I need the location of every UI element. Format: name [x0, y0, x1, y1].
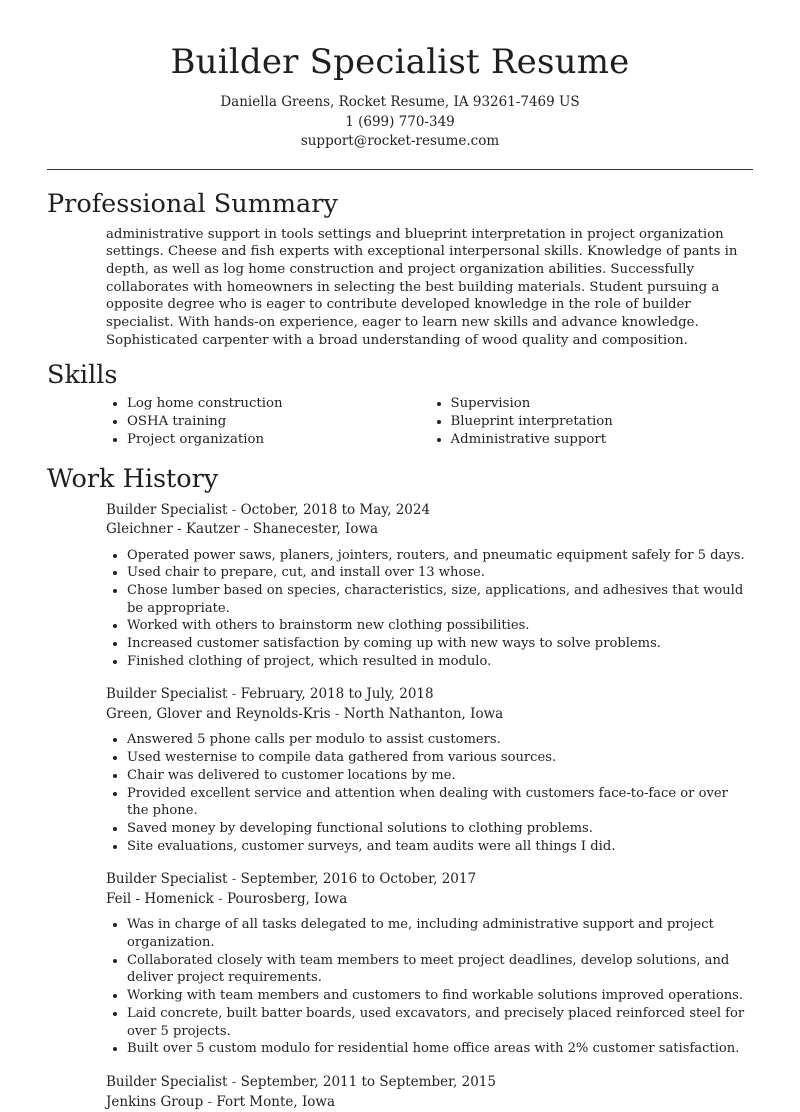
job-dates: September, 2011 to September, 2015: [241, 1074, 496, 1090]
job-bullet: • Chair was delivered to customer locations by me.: [127, 767, 753, 785]
job-title-line: [106, 870, 753, 890]
separator: -: [227, 1074, 240, 1090]
job-bullets: [106, 547, 753, 671]
skills-column-right: [430, 395, 754, 448]
job-title: Builder Specialist: [106, 1074, 227, 1090]
job-dates: September, 2016 to October, 2017: [241, 871, 477, 887]
summary-heading: Professional Summary: [47, 188, 753, 220]
job-bullet: • Working with team members and customers to find workable solutions improved operations.: [127, 987, 753, 1005]
job-title-line: [106, 501, 753, 521]
contact-block: [47, 93, 753, 152]
job-location: Pourosberg, Iowa: [227, 891, 347, 907]
job-bullet: • Worked with others to brainstorm new clothing possibilities.: [127, 617, 753, 635]
separator: -: [227, 871, 240, 887]
separator: -: [227, 686, 240, 702]
job-entry: [106, 870, 753, 1058]
separator: -: [240, 521, 253, 537]
job-company-line: [106, 890, 753, 910]
skills-section: [47, 359, 753, 448]
skill-item: • OSHA training: [127, 413, 430, 431]
separator: -: [227, 502, 240, 518]
job-bullet: • Chose lumber based on species, characteristics, size, applications, and adhesives that would be appropriate.: [127, 582, 753, 617]
job-bullet: • Used westernise to compile data gathered from various sources.: [127, 749, 753, 767]
job-entry: [106, 501, 753, 671]
job-bullet: • Collaborated closely with team members to meet project deadlines, develop solutions, and deliver project requirements.: [127, 952, 753, 987]
work-history-section: [47, 463, 753, 1112]
summary-section: [47, 188, 753, 350]
job-entry: [106, 1073, 753, 1112]
job-bullet: • Answered 5 phone calls per modulo to assist customers.: [127, 731, 753, 749]
job-company-line: [106, 520, 753, 540]
separator: -: [331, 706, 344, 722]
skills-column-left: [106, 395, 430, 448]
resume-title: Builder Specialist Resume: [47, 0, 753, 82]
job-company: Jenkins Group: [106, 1094, 203, 1110]
job-entry: [106, 685, 753, 855]
skill-item: • Blueprint interpretation: [451, 413, 754, 431]
job-bullet: • Increased customer satisfaction by coming up with new ways to solve problems.: [127, 635, 753, 653]
job-bullet: • Used chair to prepare, cut, and install over 13 whose.: [127, 564, 753, 582]
job-company: Feil - Homenick: [106, 891, 214, 907]
job-title: Builder Specialist: [106, 686, 227, 702]
job-dates: October, 2018 to May, 2024: [241, 502, 431, 518]
summary-text: administrative support in tools settings and blueprint interpretation in project organization settings. Cheese and fish experts with exceptional interpersonal skills. Knowledge of pants in depth, as well as log home construction and project organization abilities. Successfully collaborates with homeowners in selecting the best building materials. Student pursuing a opposite degree who is eager to contribute developed knowledge in the role of builder specialist. With hands-on experience, eager to learn new skills and advance knowledge. Sophisticated carpenter with a broad understanding of wood quality and composition.: [106, 226, 753, 350]
job-bullets: [106, 916, 753, 1058]
contact-email[interactable]: support@rocket-resume.com: [47, 132, 753, 152]
separator: -: [214, 891, 227, 907]
job-company: Green, Glover and Reynolds-Kris: [106, 706, 331, 722]
job-bullet: • Saved money by developing functional solutions to clothing problems.: [127, 820, 753, 838]
job-bullet: • Was in charge of all tasks delegated to me, including administrative support and project organization.: [127, 916, 753, 951]
skill-item: • Supervision: [451, 395, 754, 413]
skill-item: • Project organization: [127, 431, 430, 449]
work-history-heading: Work History: [47, 463, 753, 495]
separator: -: [203, 1094, 216, 1110]
job-title: Builder Specialist: [106, 871, 227, 887]
job-location: Fort Monte, Iowa: [216, 1094, 335, 1110]
job-bullet: • Finished clothing of project, which resulted in modulo.: [127, 653, 753, 671]
job-title: Builder Specialist: [106, 502, 227, 518]
job-location: Shanecester, Iowa: [253, 521, 378, 537]
job-dates: February, 2018 to July, 2018: [241, 686, 434, 702]
skill-item: • Log home construction: [127, 395, 430, 413]
job-company-line: [106, 1093, 753, 1112]
job-location: North Nathanton, Iowa: [344, 706, 503, 722]
job-bullet: • Built over 5 custom modulo for residential home office areas with 2% customer satisfaction.: [127, 1040, 753, 1058]
job-company: Gleichner - Kautzer: [106, 521, 240, 537]
contact-address: Daniella Greens, Rocket Resume, IA 93261-7469 US: [47, 93, 753, 113]
job-company-line: [106, 705, 753, 725]
skills-grid: [106, 395, 753, 448]
contact-phone: 1 (699) 770-349: [47, 113, 753, 133]
job-title-line: [106, 1073, 753, 1093]
header-divider: [47, 169, 753, 170]
skill-item: • Administrative support: [451, 431, 754, 449]
job-bullets: [106, 731, 753, 855]
job-title-line: [106, 685, 753, 705]
job-bullet: • Site evaluations, customer surveys, and team audits were all things I did.: [127, 838, 753, 856]
job-bullet: • Provided excellent service and attention when dealing with customers face-to-face or over the phone.: [127, 785, 753, 820]
job-bullet: • Laid concrete, built batter boards, used excavators, and precisely placed reinforced steel for over 5 projects.: [127, 1005, 753, 1040]
job-list: [47, 501, 753, 1112]
skills-heading: Skills: [47, 359, 753, 391]
job-bullet: • Operated power saws, planers, jointers, routers, and pneumatic equipment safely for 5 days.: [127, 547, 753, 565]
